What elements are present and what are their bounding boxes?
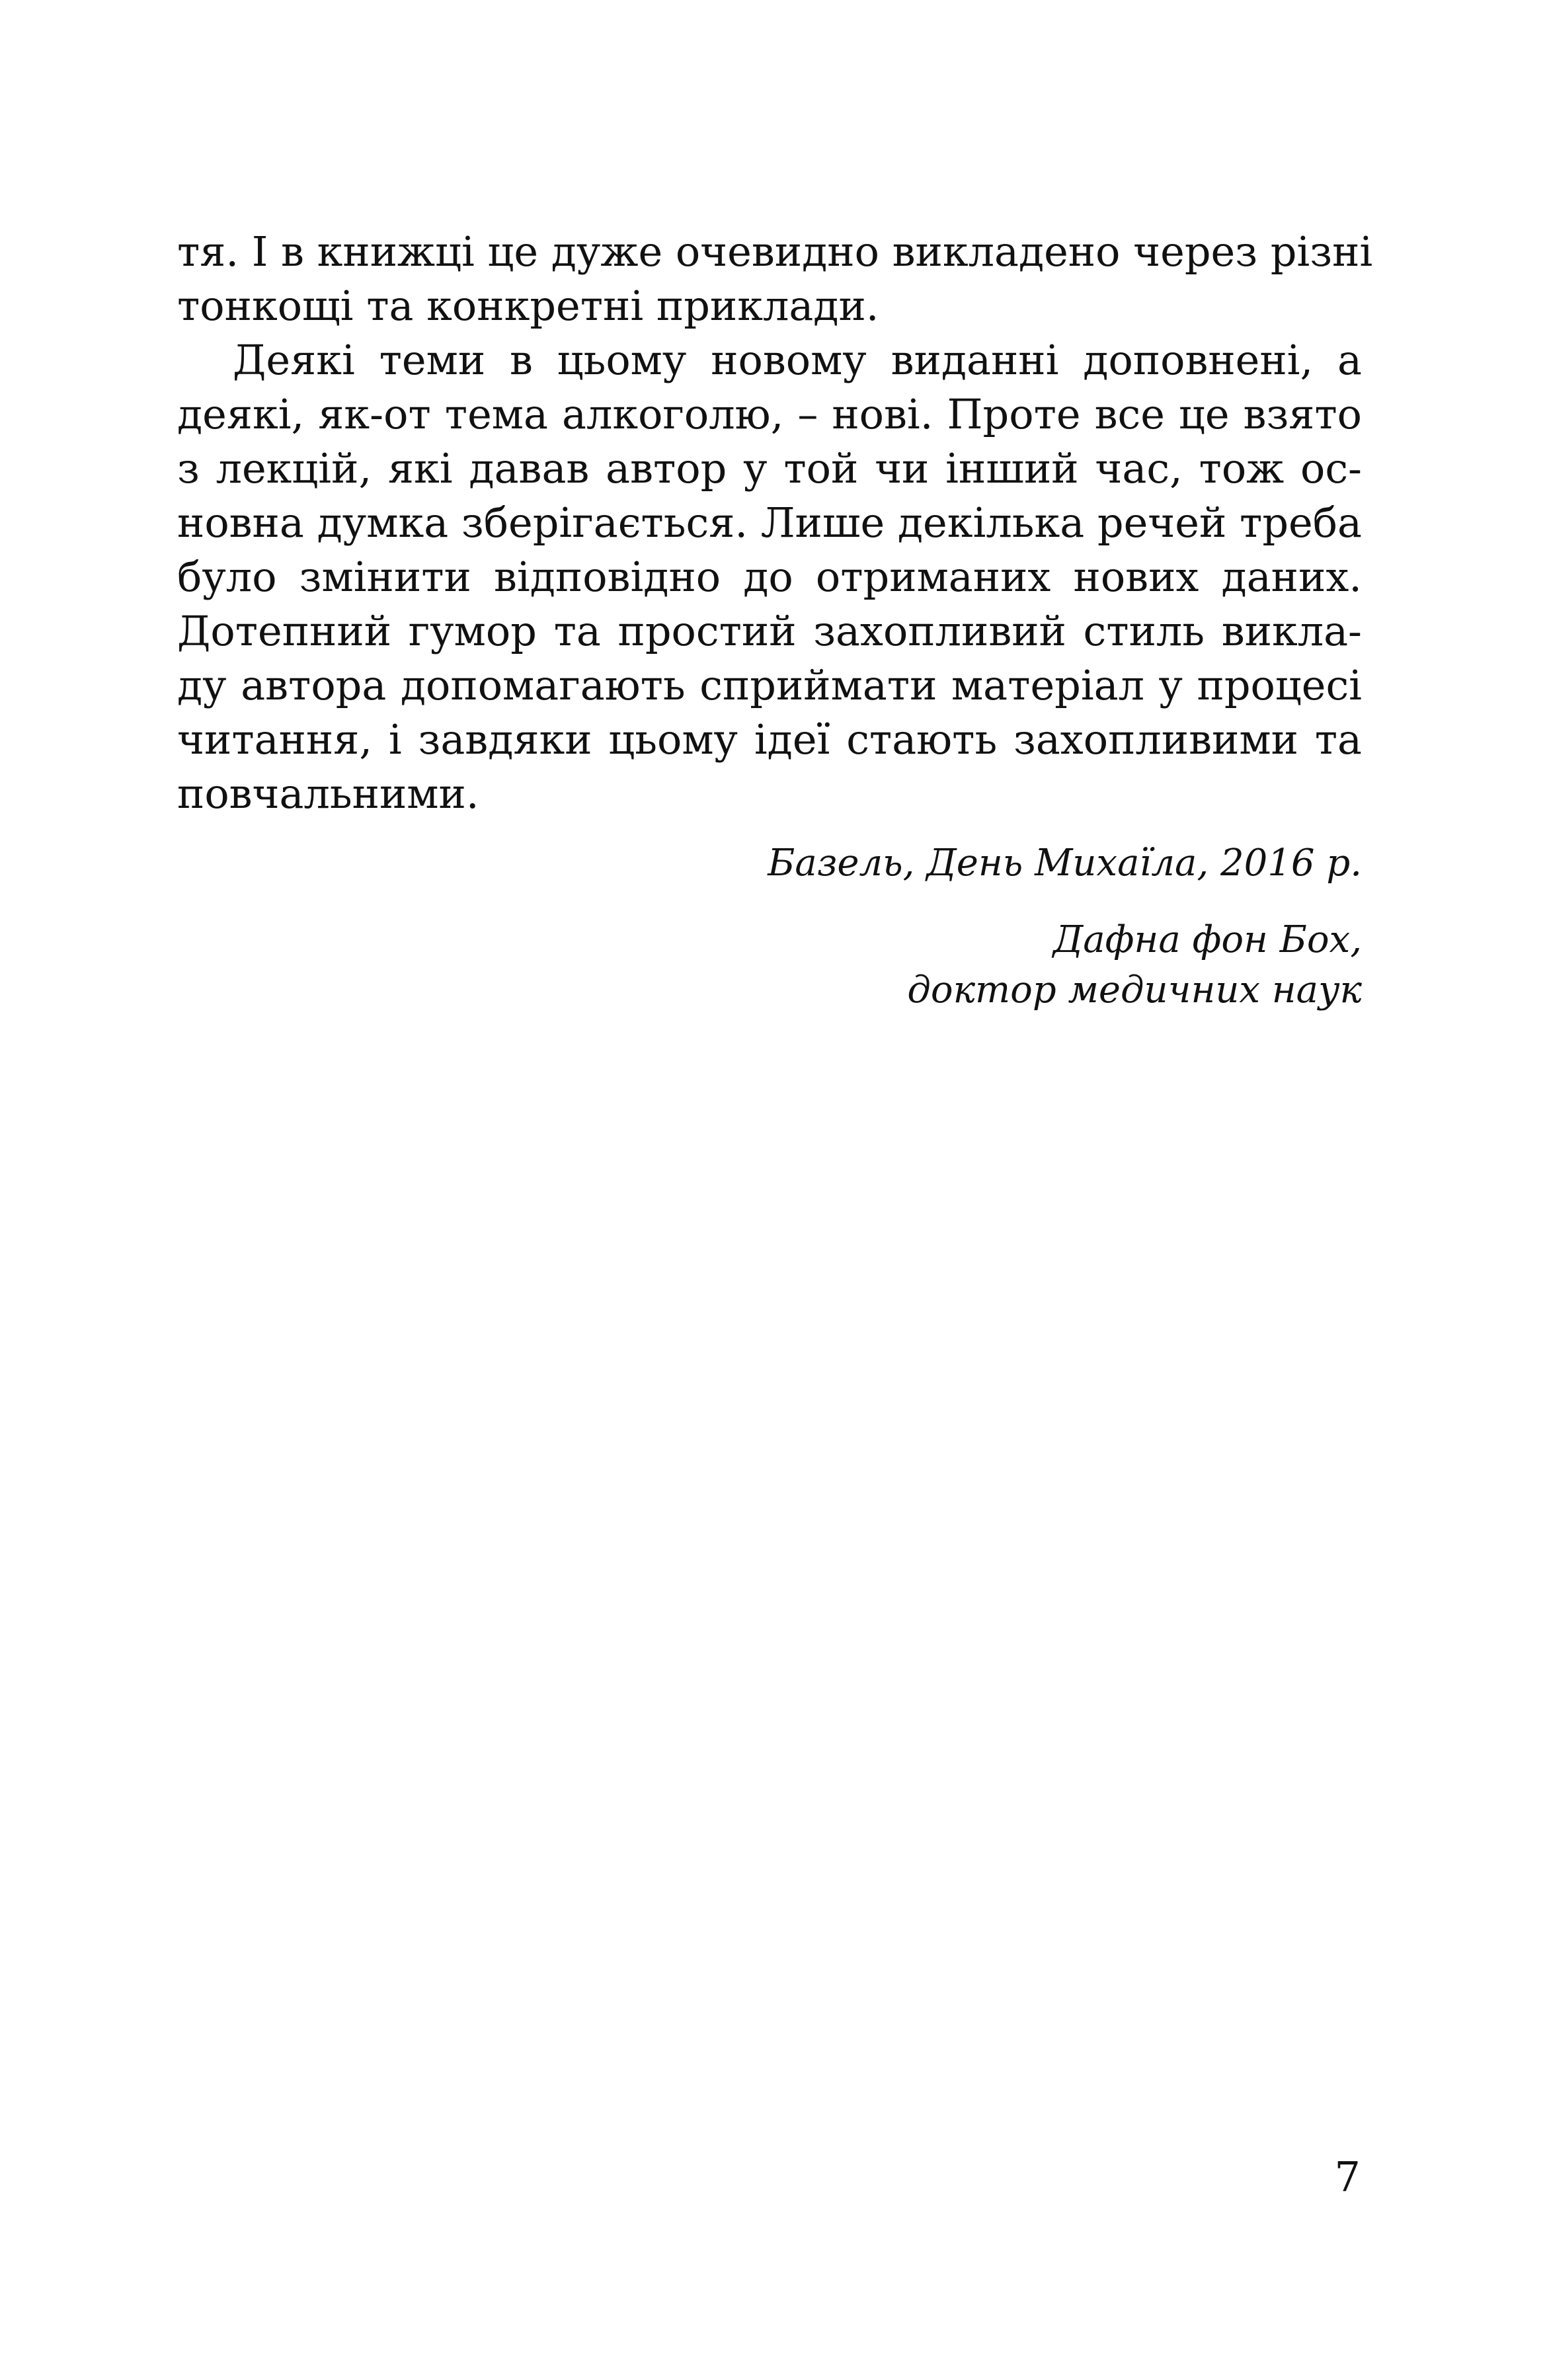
signature-block (768, 838, 1362, 1015)
paragraph-line: Деякі теми в цьому новому виданні доповнені, а (233, 336, 1362, 384)
paragraph-line: ду автора допомагають сприймати матеріал у процесі (177, 661, 1362, 709)
paragraph-line: повчальними. (177, 770, 479, 818)
signature-credentials: доктор медичних наук (907, 969, 1362, 1012)
paragraph-line: тонкощі та конкретні приклади. (177, 282, 879, 330)
paragraph-line: тя. І в книжці це дуже очевидно викладено через різні (177, 227, 1373, 276)
body-text (177, 225, 1373, 821)
paragraph-line: новна думка зберігається. Лише декілька речей треба (177, 498, 1362, 547)
paragraph-line: Дотепний гумор та простий захопливий стиль викла- (177, 607, 1362, 655)
paragraph-line: з лекцій, які давав автор у той чи інший час, тож ос- (177, 444, 1362, 493)
paragraph-line: було змінити відповідно до отриманих нових даних. (177, 553, 1362, 601)
page-number: 7 (1334, 2153, 1361, 2201)
signature-author: Дафна фон Бох, (1052, 918, 1362, 961)
signature-place-date: Базель, День Михаїла, 2016 р. (768, 842, 1362, 885)
paragraph-line: читання, і завдяки цьому ідеї стають захопливими та (177, 715, 1362, 764)
paragraph-line: деякі, як-от тема алкоголю, – нові. Проте все це взято (177, 390, 1362, 438)
